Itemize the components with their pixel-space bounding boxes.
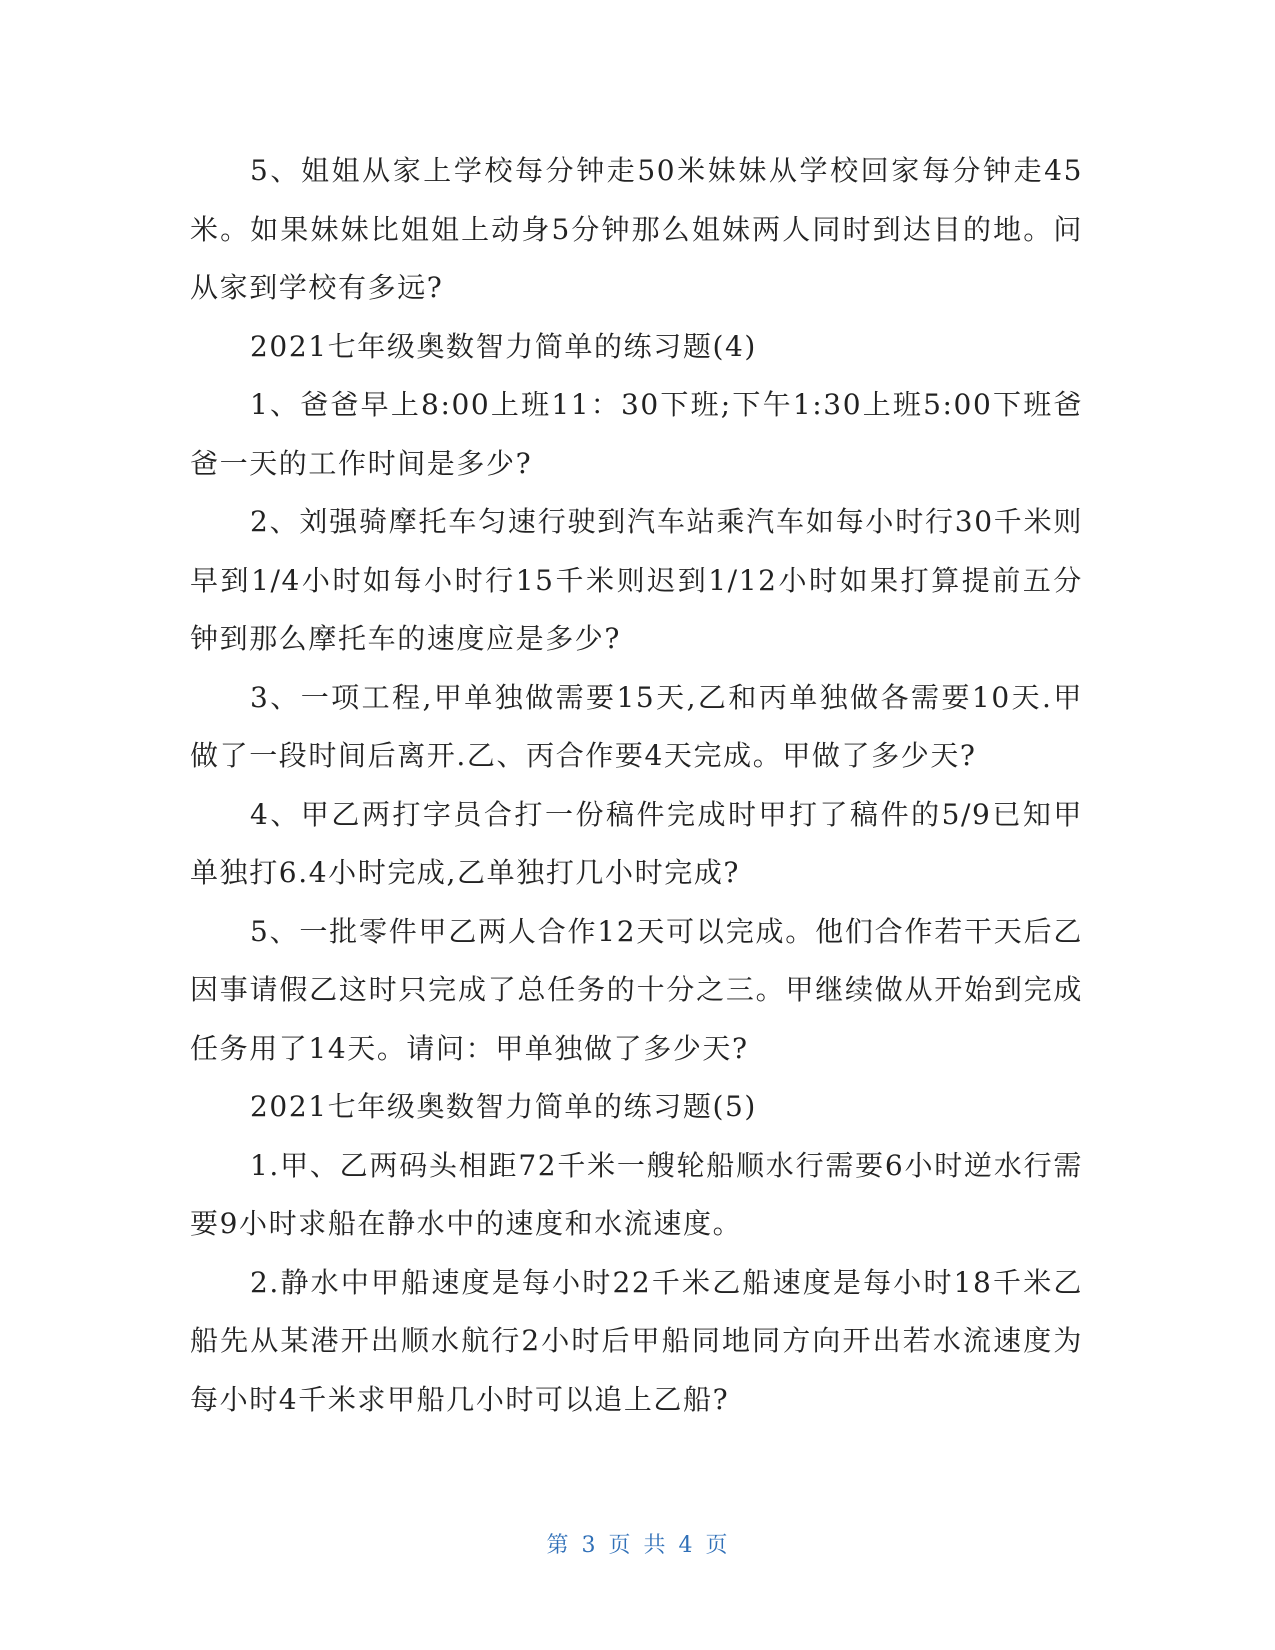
problem-2-boats: 2.静水中甲船速度是每小时22千米乙船速度是每小时18千米乙船先从某港开出顺水航行2小时后甲船同地同方向开出若水流速度为每小时4千米求甲船几小时可以追上乙船? <box>190 1265 1083 1416</box>
footer-ye-total: 页 <box>705 1533 729 1558</box>
problem-5-parts: 5、一批零件甲乙两人合作12天可以完成。他们合作若干天后乙因事请假乙这时只完成了总任务的十分之三。甲继续做从开始到完成任务用了14天。请问：甲单独做了多少天? <box>190 914 1083 1065</box>
problem-1-work-hours: 1、爸爸早上8:00上班11：30下班;下午1:30上班5:00下班爸爸一天的工作时间是多少? <box>190 388 1083 480</box>
section-heading-4: 2021七年级奥数智力简单的练习题(4) <box>250 329 757 363</box>
problem-4-typists: 4、甲乙两打字员合打一份稿件完成时甲打了稿件的5/9已知甲单独打6.4小时完成,乙单独打几小时完成? <box>190 797 1083 889</box>
footer-ye: 页 <box>608 1533 632 1558</box>
problem-5-sister: 5、姐姐从家上学校每分钟走50米妹妹从学校回家每分钟走45米。如果妹妹比姐姐上动身5分钟那么姐妹两人同时到达目的地。问从家到学校有多远? <box>190 154 1083 304</box>
document-body <box>190 142 1083 1429</box>
footer-di: 第 <box>546 1533 570 1558</box>
problem-3-project: 3、一项工程,甲单独做需要15天,乙和丙单独做各需要10天.甲做了一段时间后离开.乙、丙合作要4天完成。甲做了多少天? <box>190 680 1083 772</box>
page-footer <box>0 1528 1275 1559</box>
problem-1-ship: 1.甲、乙两码头相距72千米一艘轮船顺水行需要6小时逆水行需要9小时求船在静水中的速度和水流速度。 <box>190 1148 1083 1240</box>
footer-total-pages: 4 <box>678 1533 694 1558</box>
section-heading-5: 2021七年级奥数智力简单的练习题(5) <box>250 1090 757 1123</box>
footer-gong: 共 <box>643 1533 667 1558</box>
problem-2-motorcycle: 2、刘强骑摩托车匀速行驶到汽车站乘汽车如每小时行30千米则早到1/4小时如每小时行15千米则迟到1/12小时如果打算提前五分钟到那么摩托车的速度应是多少? <box>190 505 1083 655</box>
footer-page-number: 3 <box>581 1533 597 1558</box>
